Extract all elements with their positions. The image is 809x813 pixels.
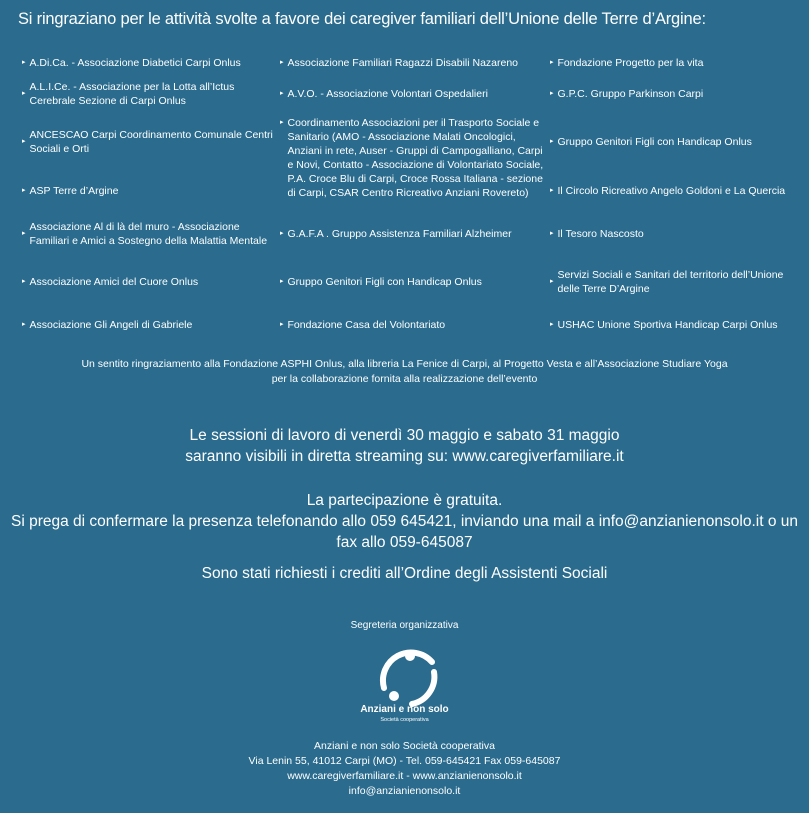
list-item: [280, 50, 550, 76]
triangle-right-icon: ▸: [280, 230, 284, 237]
list-item: [22, 112, 280, 172]
triangle-right-icon: ▸: [550, 90, 554, 97]
logo-name: Anziani e non solo: [360, 704, 449, 715]
contacts-block: [0, 739, 809, 799]
list-item-label: Il Tesoro Nascosto: [557, 228, 644, 240]
list-item: [550, 76, 797, 112]
triangle-right-icon: ▸: [550, 321, 554, 328]
list-item: [280, 76, 550, 112]
list-item: [22, 172, 280, 210]
triangle-right-icon: ▸: [22, 187, 26, 194]
participation-line: La partecipazione è gratuita.: [306, 492, 503, 509]
logo-subtitle: Società cooperativa: [380, 717, 429, 723]
triangle-right-icon: ▸: [280, 278, 284, 285]
list-item-label: A.L.I.Ce. - Associazione per la Lotta all’Ictus Cerebrale Sezione di Carpi Onlus: [29, 81, 235, 107]
list-item-label: A.V.O. - Associazione Volontari Ospedalieri: [287, 88, 488, 100]
triangle-right-icon: ▸: [550, 138, 554, 145]
participation-line: Si prega di confermare la presenza telefonando allo 059 645421, inviando una mail a info@anzianienonsolo.it o un: [11, 513, 798, 530]
list-item: [22, 306, 280, 344]
triangle-right-icon: ▸: [22, 321, 26, 328]
list-item: [280, 306, 550, 344]
list-item-label: Gruppo Genitori Figli con Handicap Onlus: [287, 276, 482, 288]
list-item-label: Associazione Familiari Ragazzi Disabili Nazareno: [287, 57, 519, 69]
page-title: Si ringraziano per le attività svolte a favore dei caregiver familiari dell’Unione delle Terre d’Argine:: [18, 10, 706, 28]
contacts-line: Via Lenin 55, 41012 Carpi (MO) - Tel. 059-645421 Fax 059-645087: [248, 755, 561, 767]
list-item-label: Gruppo Genitori Figli con Handicap Onlus: [557, 136, 752, 148]
list-item: [550, 112, 797, 172]
triangle-right-icon: ▸: [22, 90, 26, 97]
list-item: [280, 258, 550, 306]
list-item-label: ANCESCAO Carpi Coordinamento Comunale Centri Sociali e Orti: [29, 129, 273, 155]
secretariat-label: Segreteria organizzativa: [350, 620, 459, 631]
thanks-note-line: Un sentito ringraziamento alla Fondazione ASPHI Onlus, alla libreria La Fenice di Carpi, al Progetto Vesta e all’Associazione Studiare Yoga: [81, 358, 728, 370]
streaming-line: Le sessioni di lavoro di venerdì 30 maggio e sabato 31 maggio: [189, 427, 620, 444]
list-item: [550, 306, 797, 344]
list-item-label: Associazione Gli Angeli di Gabriele: [29, 319, 193, 331]
thanks-note-line: per la collaborazione fornita alla realizzazione dell’evento: [271, 373, 538, 385]
list-item: [280, 112, 550, 210]
list-item: [22, 76, 280, 112]
list-item: [22, 50, 280, 76]
streaming-line: saranno visibili in diretta streaming su: www.caregiverfamiliare.it: [185, 448, 624, 465]
list-item: [550, 172, 797, 210]
thanks-note: [0, 357, 809, 387]
list-item-label: A.Di.Ca. - Associazione Diabetici Carpi Onlus: [29, 57, 241, 69]
list-item-label: Servizi Sociali e Sanitari del territorio dell’Unione delle Terre D’Argine: [557, 269, 784, 295]
list-item-label: ASP Terre d’Argine: [29, 185, 119, 197]
triangle-right-icon: ▸: [22, 278, 26, 285]
list-item-label: G.A.F.A . Gruppo Assistenza Familiari Alzheimer: [287, 228, 512, 240]
triangle-right-icon: ▸: [550, 230, 554, 237]
list-item-label: Associazione Amici del Cuore Onlus: [29, 276, 199, 288]
triangle-right-icon: ▸: [550, 187, 554, 194]
triangle-right-icon: ▸: [22, 230, 26, 237]
triangle-right-icon: ▸: [22, 59, 26, 66]
list-item: [550, 210, 797, 258]
triangle-right-icon: ▸: [280, 321, 284, 328]
list-item-label: Coordinamento Associazioni per il Trasporto Sociale e Sanitario (AMO - Associazione Malati Oncologici, Anziani in rete, Auser - Gruppi di Campogalliano, Carpi e Novi, Contatto - Associazione di Volontariato Sociale, P.A. Croce Blu di Carpi, Croce Rossa Italiana - sezione di Carpi, CSAR Centro Ricreativo Anziani Rovereto): [287, 117, 544, 199]
list-item-label: USHAC Unione Sportiva Handicap Carpi Onlus: [557, 319, 778, 331]
list-item-label: Fondazione Progetto per la vita: [557, 57, 704, 69]
streaming-notice: [0, 425, 809, 467]
list-item: [280, 210, 550, 258]
triangle-right-icon: ▸: [280, 90, 284, 97]
list-item-label: Il Circolo Ricreativo Angelo Goldoni e La Quercia: [557, 185, 786, 197]
participation-line: fax allo 059-645087: [336, 534, 473, 551]
participation-notice: [0, 490, 809, 553]
triangle-right-icon: ▸: [280, 59, 284, 66]
list-item: [550, 258, 797, 306]
contacts-line: info@anzianienonsolo.it: [348, 785, 461, 797]
list-item-label: Fondazione Casa del Volontariato: [287, 319, 446, 331]
triangle-right-icon: ▸: [550, 278, 554, 285]
list-item-label: G.P.C. Gruppo Parkinson Carpi: [557, 88, 704, 100]
contacts-line: www.caregiverfamiliare.it - www.anzianienonsolo.it: [287, 770, 522, 782]
list-item: [22, 258, 280, 306]
list-item: [550, 50, 797, 76]
associations-grid: [22, 50, 797, 344]
triangle-right-icon: ▸: [22, 138, 26, 145]
contacts-line: Anziani e non solo Società cooperativa: [314, 740, 495, 752]
triangle-right-icon: ▸: [550, 59, 554, 66]
triangle-right-icon: ▸: [280, 119, 284, 126]
credits-notice: Sono stati richiesti i crediti all’Ordine degli Assistenti Sociali: [201, 565, 608, 582]
list-item: [22, 210, 280, 258]
list-item-label: Associazione Al di là del muro - Associazione Familiari e Amici a Sostegno della Malattia Mentale: [29, 221, 268, 247]
